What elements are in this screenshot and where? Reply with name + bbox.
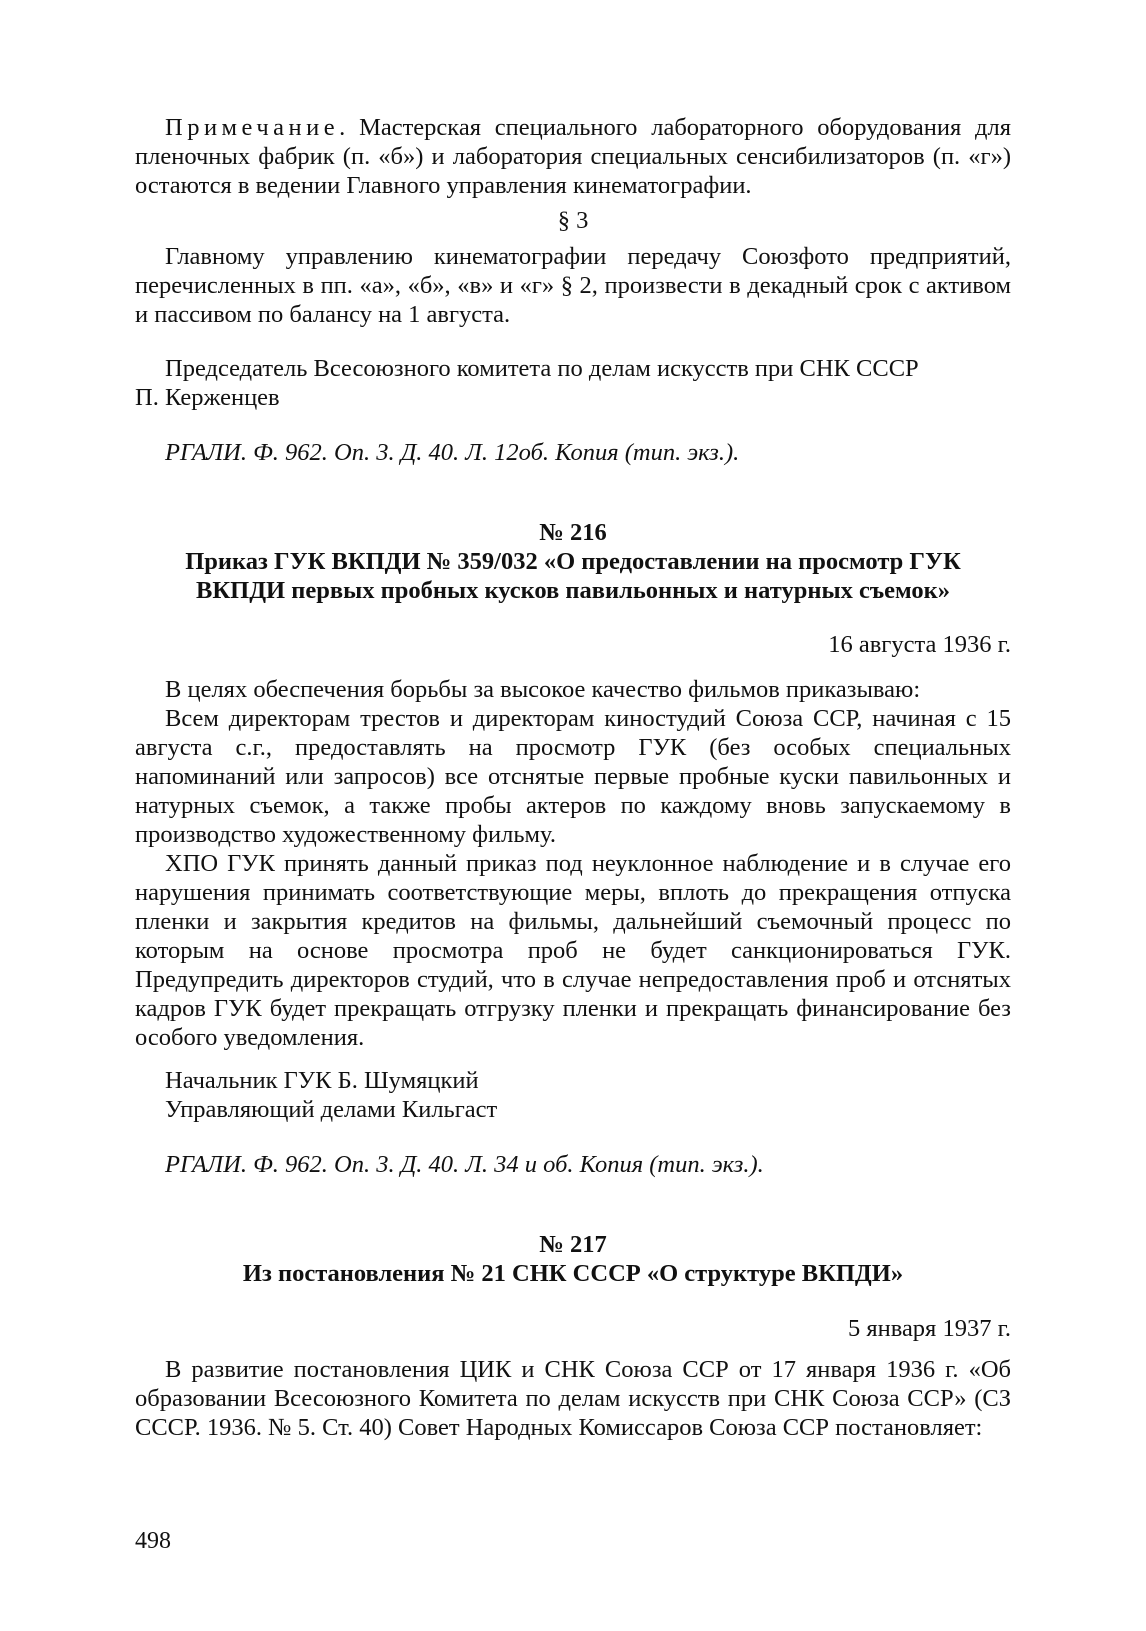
top-source: РГАЛИ. Ф. 962. Оп. 3. Д. 40. Л. 12об. Копия (тип. экз.). bbox=[165, 439, 740, 466]
doc216-number: № 216 bbox=[539, 519, 607, 546]
doc216-date: 16 августа 1936 г. bbox=[828, 631, 1011, 658]
doc217-number: № 217 bbox=[539, 1231, 607, 1258]
note-paragraph bbox=[135, 113, 1011, 200]
doc216-source: РГАЛИ. Ф. 962. Оп. 3. Д. 40. Л. 34 и об. Копия (тип. экз.). bbox=[165, 1151, 764, 1178]
top-section bbox=[135, 113, 1011, 200]
doc216-signature-line2: Управляющий делами Кильгаст bbox=[165, 1096, 498, 1123]
section-mark: § 3 bbox=[557, 207, 589, 234]
top-source-wrap bbox=[135, 438, 1011, 467]
doc216-paragraph-3: ХПО ГУК принять данный приказ под неуклонное наблюдение и в случае его нарушения принимать соответствующие меры, вплоть до прекращения отпуска пленки и закрытия кредитов на фильмы, дальнейший съемочный процесс по которым на основе просмотра проб не будет санкционироваться ГУК. Предупредить директоров студий, что в случае непредоставления проб и отснятых кадров ГУК будет прекращать отгрузку пленки и прекращать финансирование без особого уведомления. bbox=[135, 850, 1011, 1051]
doc216-signature-line1: Начальник ГУК Б. Шумяцкий bbox=[165, 1067, 479, 1094]
note-label: Примечание bbox=[165, 114, 340, 141]
top-signature-line1: Председатель Всесоюзного комитета по делам искусств при СНК СССР bbox=[165, 355, 919, 382]
section3-paragraph-wrap bbox=[135, 242, 1011, 329]
doc217-date: 5 января 1937 г. bbox=[847, 1315, 1011, 1342]
doc216-title: Приказ ГУК ВКПДИ № 359/032 «О предоставлении на просмотр ГУК ВКПДИ первых пробных кусков павильонных и натурных съемок» bbox=[185, 548, 961, 604]
doc217-paragraph: В развитие постановления ЦИК и СНК Союза ССР от 17 января 1936 г. «Об образовании Всесоюзного Комитета по делам искусств при СНК Союза ССР» (СЗ СССР. 1936. № 5. Ст. 40) Совет Народных Комиссаров Союза ССР постановляет: bbox=[135, 1356, 1011, 1441]
doc216-signature bbox=[135, 1066, 1011, 1124]
page-number: 498 bbox=[135, 1528, 171, 1554]
doc216-body bbox=[135, 675, 1011, 1052]
doc217-body bbox=[135, 1355, 1011, 1442]
doc216-paragraph-1: В целях обеспечения борьбы за высокое качество фильмов приказываю: bbox=[165, 676, 921, 703]
top-signature bbox=[135, 354, 1011, 412]
doc216-source-wrap bbox=[135, 1150, 1011, 1179]
note-text: . Мастерская специального лабораторного оборудования для пленочных фабрик (п. «б») и лаборатория специальных сенсибилизаторов (п. «г») остаются в ведении Главного управления кинематографии. bbox=[135, 114, 1011, 199]
section3-paragraph: Главному управлению кинематографии передачу Союзфото предприятий, перечисленных в пп. «а», «б», «в» и «г» § 2, произвести в декадный срок с активом и пассивом по балансу на 1 августа. bbox=[135, 243, 1011, 328]
doc217-title: Из постановления № 21 СНК СССР «О структуре ВКПДИ» bbox=[242, 1260, 904, 1287]
top-signature-line2: П. Керженцев bbox=[135, 384, 280, 411]
doc216-paragraph-2: Всем директорам трестов и директорам киностудий Союза ССР, начиная с 15 августа с.г., предоставлять на просмотр ГУК (без особых специальных напоминаний или запросов) все отснятые первые пробные куски павильонных и натурных съемок, а также пробы актеров по каждому вновь запускаемому в производство художественному фильму. bbox=[135, 705, 1011, 848]
